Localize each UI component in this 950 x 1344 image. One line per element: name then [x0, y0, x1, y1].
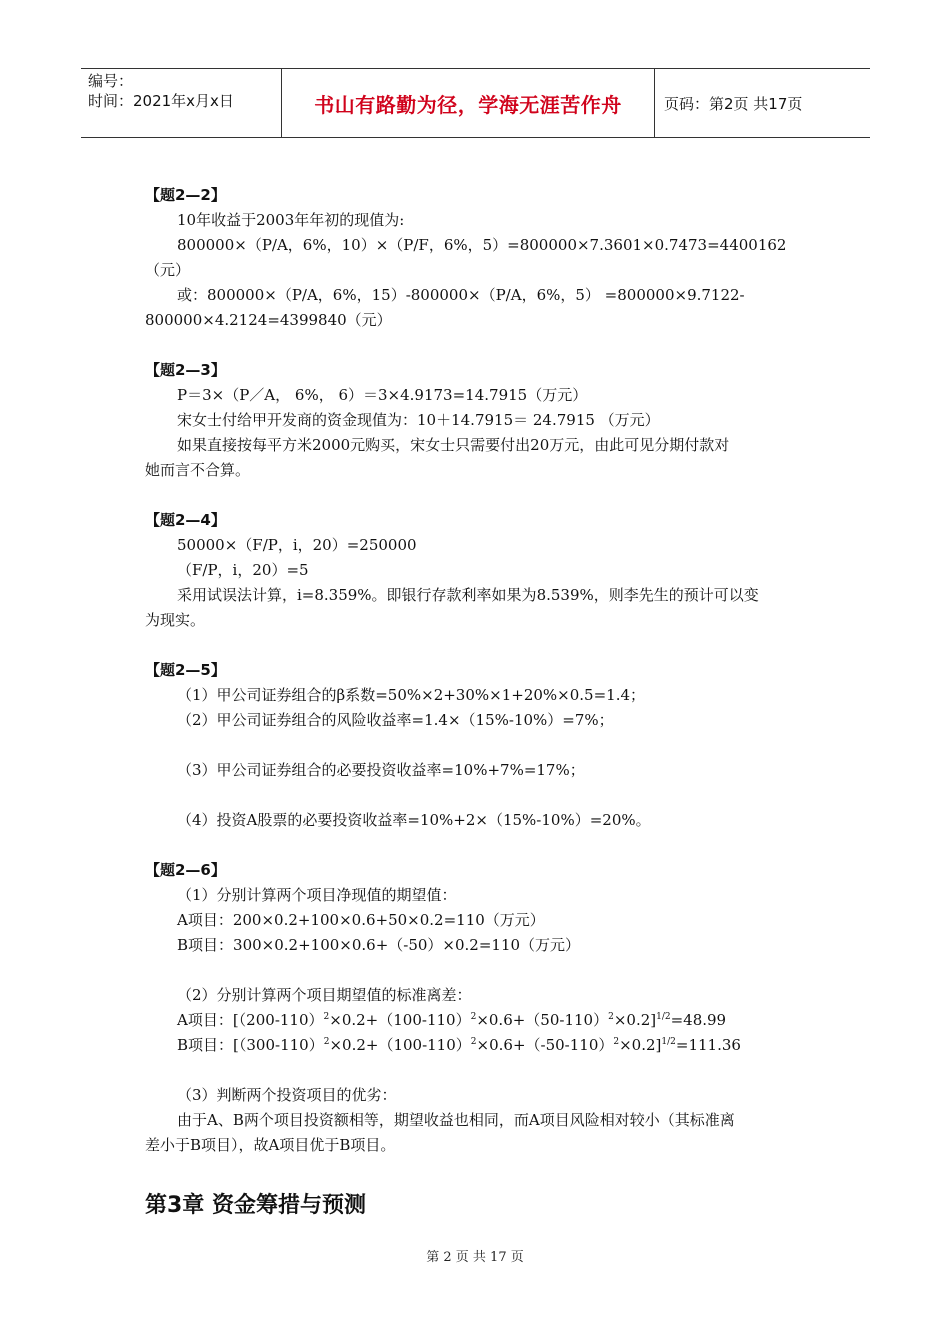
formula-part: =48.99 — [670, 1011, 727, 1029]
formula-line: 50000×（F/P，i，20）=250000 — [177, 536, 417, 554]
superscript: 2 — [323, 1012, 330, 1022]
page-header — [81, 68, 870, 138]
formula-part: ×0.2] — [613, 1011, 657, 1029]
formula-line: A项目：200×0.2+100×0.6+50×0.2=110（万元） — [177, 911, 545, 929]
formula-part: ×0.6+（-50-110） — [476, 1036, 614, 1054]
paragraph-line: 10年收益于2003年年初的现值为: — [177, 211, 405, 229]
formula-line: （4）投资A股票的必要投资收益率=10%+2×（15%-10%）=20%。 — [177, 811, 651, 829]
formula-line: （1）甲公司证券组合的β系数=50%×2+30%×1+20%×0.5=1.4； — [177, 686, 646, 704]
section-title: 【题2—6】 — [145, 861, 226, 879]
formula-line: 800000×（P/A，6%，10）×（P/F，6%，5）=800000×7.3601×0.7473=4400162 — [177, 236, 787, 254]
formula-line: 或：800000×（P/A，6%，15）-800000×（P/A，6%，5） =800000×9.7122- — [177, 286, 745, 304]
header-page-info: 页码：第2页 共17页 — [664, 94, 803, 113]
formula-part: B项目：[（300-110） — [177, 1036, 324, 1054]
section-title: 【题2—4】 — [145, 511, 226, 529]
paragraph-line: 如果直接按每平方米2000元购买，宋女士只需要付出20万元，由此可见分期付款对 — [177, 436, 730, 454]
superscript: 1/2 — [661, 1037, 676, 1047]
header-meta — [81, 69, 282, 137]
header-time-label: 时间：2021年x月x日 — [88, 92, 234, 110]
superscript: 2 — [613, 1037, 620, 1047]
superscript: 2 — [470, 1037, 477, 1047]
formula-line: （2）甲公司证券组合的风险收益率=1.4×（15%-10%）=7%； — [177, 711, 614, 729]
page-footer: 第 2 页 共 17 页 — [426, 1250, 524, 1265]
formula-part: =111.36 — [675, 1036, 741, 1054]
paragraph-line: 差小于B项目），故A项目优于B项目。 — [145, 1136, 396, 1154]
superscript: 2 — [323, 1037, 330, 1047]
header-number-label: 编号： — [88, 72, 134, 90]
paragraph-line: （2）分别计算两个项目期望值的标准离差： — [177, 986, 472, 1004]
paragraph-line: 由于A、B两个项目投资额相等，期望收益也相同，而A项目风险相对较小（其标准离 — [177, 1111, 735, 1129]
formula-part: ×0.2+（100-110） — [329, 1011, 471, 1029]
formula-part: A项目：[（200-110） — [177, 1011, 324, 1029]
paragraph-line: 为现实。 — [145, 611, 206, 629]
formula-part: ×0.2+（100-110） — [329, 1036, 471, 1054]
formula-line: B项目：300×0.2+100×0.6+（-50）×0.2=110（万元） — [177, 936, 581, 954]
formula-line: （F/P，i，20）=5 — [177, 561, 309, 579]
paragraph-line: （1）分别计算两个项目净现值的期望值： — [177, 886, 457, 904]
superscript: 2 — [470, 1012, 477, 1022]
paragraph-line: 她而言不合算。 — [145, 461, 251, 479]
section-title: 【题2—2】 — [145, 186, 226, 204]
document-body — [145, 183, 807, 1158]
formula-part: ×0.6+（50-110） — [476, 1011, 609, 1029]
formula-line: 800000×4.2124=4399840（元） — [145, 311, 392, 329]
header-motto: 书山有路勤为径，学海无涯苦作舟 — [282, 69, 655, 137]
superscript: 2 — [608, 1012, 614, 1022]
formula-line-b — [145, 1033, 807, 1058]
formula-part: ×0.2] — [619, 1036, 662, 1054]
superscript: 1/2 — [656, 1012, 671, 1022]
section-title: 【题2—5】 — [145, 661, 226, 679]
paragraph-line: （3）判断两个投资项目的优劣： — [177, 1086, 397, 1104]
paragraph-line: 宋女士付给甲开发商的资金现值为：10＋14.7915＝ 24.7915 （万元） — [177, 411, 660, 429]
paragraph-line: 采用试误法计算，i=8.359%。即银行存款利率如果为8.539%，则李先生的预计可以变 — [177, 586, 759, 604]
formula-line-a — [145, 1008, 807, 1033]
formula-line: （3）甲公司证券组合的必要投资收益率=10%+7%=17%； — [177, 761, 585, 779]
section-title: 【题2—3】 — [145, 361, 226, 379]
formula-line: （元） — [145, 261, 191, 279]
formula-line: P＝3×（P／A， 6%， 6）＝3×4.9173=14.7915（万元） — [177, 386, 588, 404]
chapter-title: 第3章 资金筹措与预测 — [145, 1193, 366, 1218]
